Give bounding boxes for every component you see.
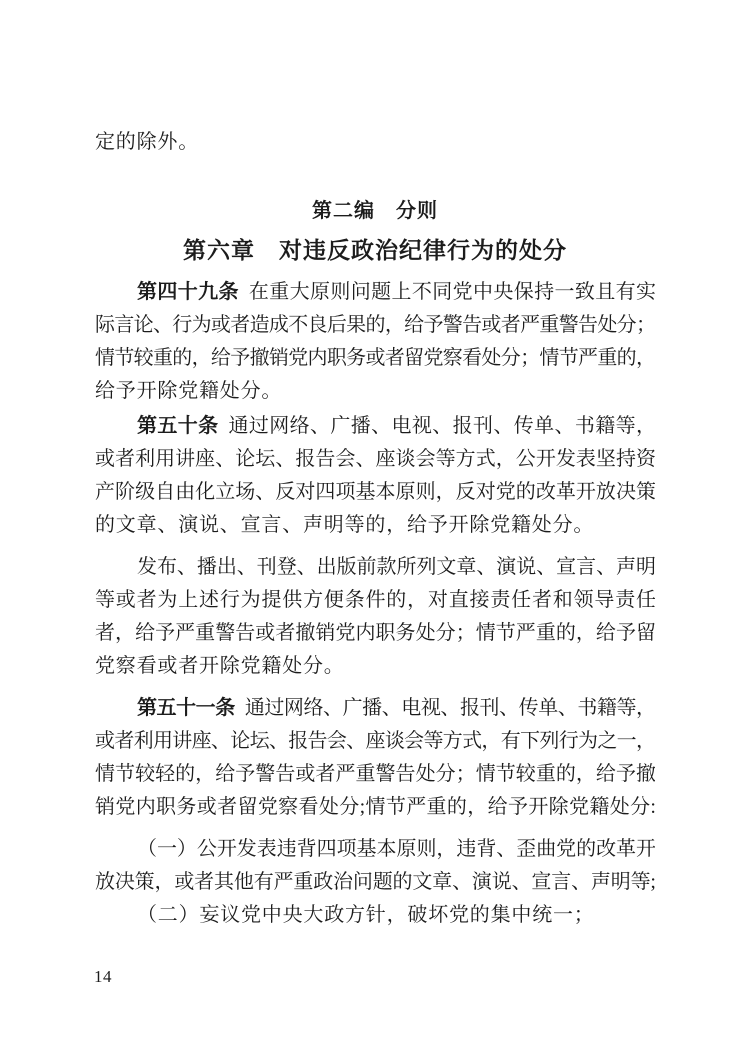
article-51-item-2 [95,899,655,932]
text-line: 情节较轻的，给予警告或者严重警告处分；情节较重的，给予撤 [95,763,655,785]
line-text: 通过网络、广播、电视、报刊、传单、书籍等， [244,697,655,719]
part-heading: 第二编 分则 [312,200,438,222]
text-line: 等或者为上述行为提供方便条件的，对直接责任者和领导责任 [95,589,655,611]
text-line: 发布、播出、刊登、出版前款所列文章、演说、宣言、声明 [137,556,655,578]
article-50-paragraph-2 [95,551,655,683]
text-line: 的文章、演说、宣言、声明等的，给予开除党籍处分。 [95,514,595,536]
text-line: （一）公开发表违背四项基本原则，违背、歪曲党的改革开 [137,838,655,860]
page-content [95,0,655,932]
text-line: 或者利用讲座、论坛、报告会、座谈会等方式，公开发表坚持资 [95,448,655,470]
article-number: 第五十一条 [137,697,235,719]
text-line: 销党内职务或者留党察看处分;情节严重的，给予开除党籍处分: [95,796,655,818]
text-line: 情节较重的，给予撤销党内职务或者留党察看处分；情节严重的， [95,347,655,369]
article-50-paragraph-1 [95,410,655,542]
text-line: 产阶级自由化立场、反对四项基本原则，反对党的改革开放决策 [95,481,655,503]
text-line [95,692,655,725]
page-number: 14 [94,967,112,986]
text-line: （二）妄议党中央大政方针，破坏党的集中统一； [137,904,595,926]
article-49-paragraph [95,276,655,408]
line-text: 通过网络、广播、电视、报刊、传单、书籍等， [228,415,655,437]
text-line [95,410,655,443]
article-51-item-1 [95,833,655,899]
article-text-block [95,276,655,932]
text-line: 党察看或者开除党籍处分。 [95,655,345,677]
text-line: 际言论、行为或者造成不良后果的，给予警告或者严重警告处分； [95,314,655,336]
text-line: 者，给予严重警告或者撤销党内职务处分；情节严重的，给予留 [95,622,655,644]
text-line: 或者利用讲座、论坛、报告会、座谈会等方式，有下列行为之一， [95,730,655,752]
text-line: 放决策，或者其他有严重政治问题的文章、演说、宣言、声明等; [95,871,655,893]
article-number: 第四十九条 [137,281,239,303]
text-line [95,276,655,309]
text-line: 给予开除党籍处分。 [95,380,283,402]
chapter-heading: 第六章 对违反政治纪律行为的处分 [183,237,567,263]
article-number: 第五十条 [137,415,219,437]
line-text: 在重大原则问题上不同党中央保持一致且有实 [248,281,655,303]
continuation-text: 定的除外。 [95,131,199,153]
article-51-paragraph [95,692,655,824]
